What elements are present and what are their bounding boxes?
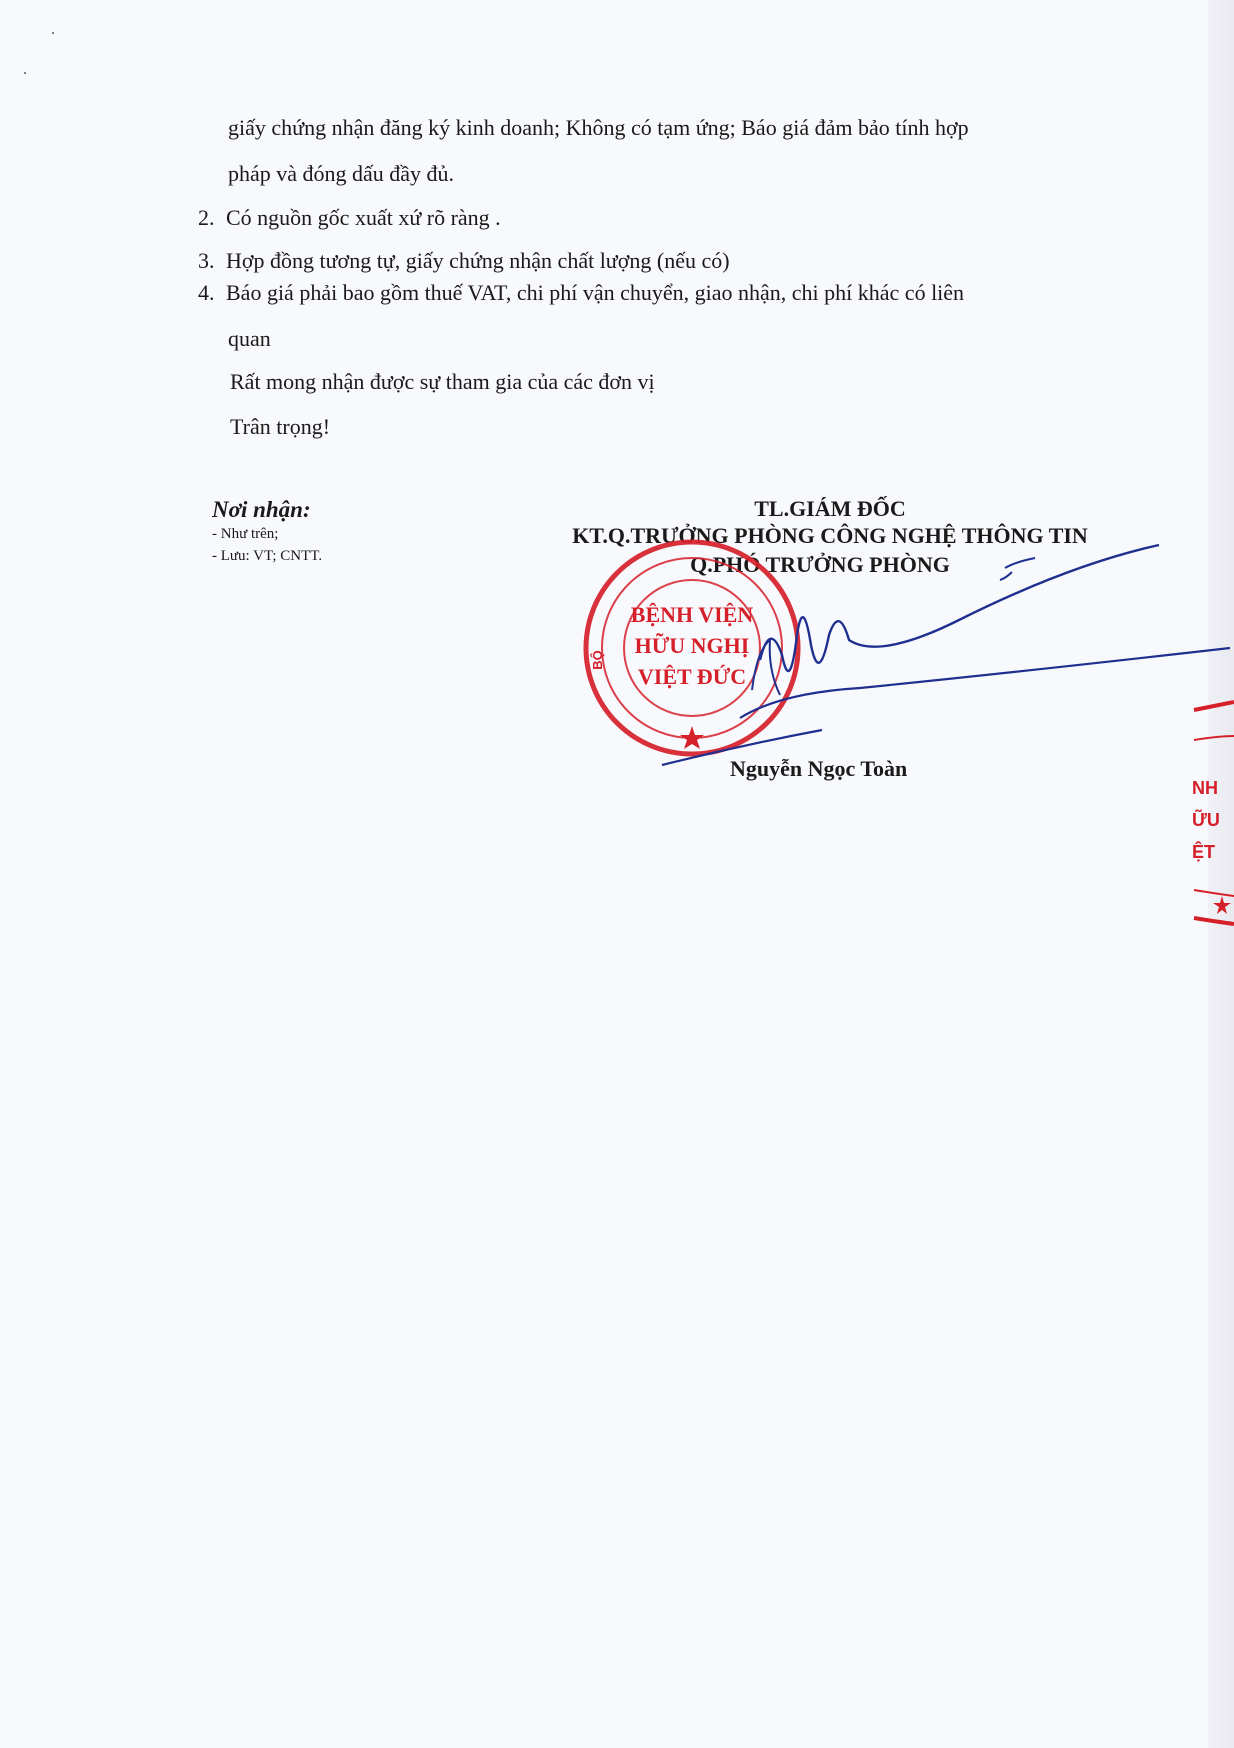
partial-seal: [1188, 700, 1234, 930]
list-number: 4.: [198, 280, 215, 305]
list-item: Có nguồn gốc xuất xứ rõ ràng .: [226, 205, 501, 230]
list-number: 2.: [198, 205, 215, 230]
stamp-text-line1: BỆNH VIỆN: [630, 602, 754, 627]
list-item-continuation: quan: [228, 326, 271, 351]
scan-speck: [24, 72, 26, 74]
official-stamp: [580, 530, 820, 770]
seal-fragment: ỆT: [1192, 842, 1216, 862]
list-number: 3.: [198, 248, 215, 273]
body-line: giấy chứng nhận đăng ký kinh doanh; Không có tạm ứng; Báo giá đảm bảo tính hợp: [228, 115, 969, 140]
recipient-item: - Như trên;: [212, 526, 279, 542]
signature-title: TL.GIÁM ĐỐC: [754, 496, 906, 521]
seal-star-icon: [1213, 896, 1231, 914]
signer-name: Nguyễn Ngọc Toàn: [730, 756, 908, 781]
stamp-side-text: BỘ: [590, 650, 605, 670]
closing-line: Rất mong nhận được sự tham gia của các đơn vị: [230, 369, 655, 394]
closing-greeting: Trân trọng!: [230, 414, 331, 439]
stamp-text-line2: HỮU NGHỊ: [634, 633, 750, 658]
stamp-star-icon: [680, 726, 704, 749]
recipient-item: - Lưu: VT; CNTT.: [212, 548, 323, 564]
signature-position: KT.Q.TRƯỞNG PHÒNG CÔNG NGHỆ THÔNG TIN: [572, 523, 1088, 548]
recipients-title: Nơi nhận:: [212, 497, 311, 522]
scan-speck: [52, 32, 54, 34]
list-item: Hợp đồng tương tự, giấy chứng nhận chất lượng (nếu có): [226, 248, 730, 273]
seal-fragment: NH: [1192, 778, 1218, 798]
list-item: Báo giá phải bao gồm thuế VAT, chi phí vận chuyển, giao nhận, chi phí khác có liên: [226, 280, 965, 305]
signature-subposition: Q.PHÓ TRƯỞNG PHÒNG: [690, 552, 950, 577]
body-line: pháp và đóng dấu đầy đủ.: [228, 161, 455, 186]
seal-fragment: ỮU: [1192, 810, 1220, 830]
stamp-text-line3: VIỆT ĐỨC: [637, 664, 747, 689]
